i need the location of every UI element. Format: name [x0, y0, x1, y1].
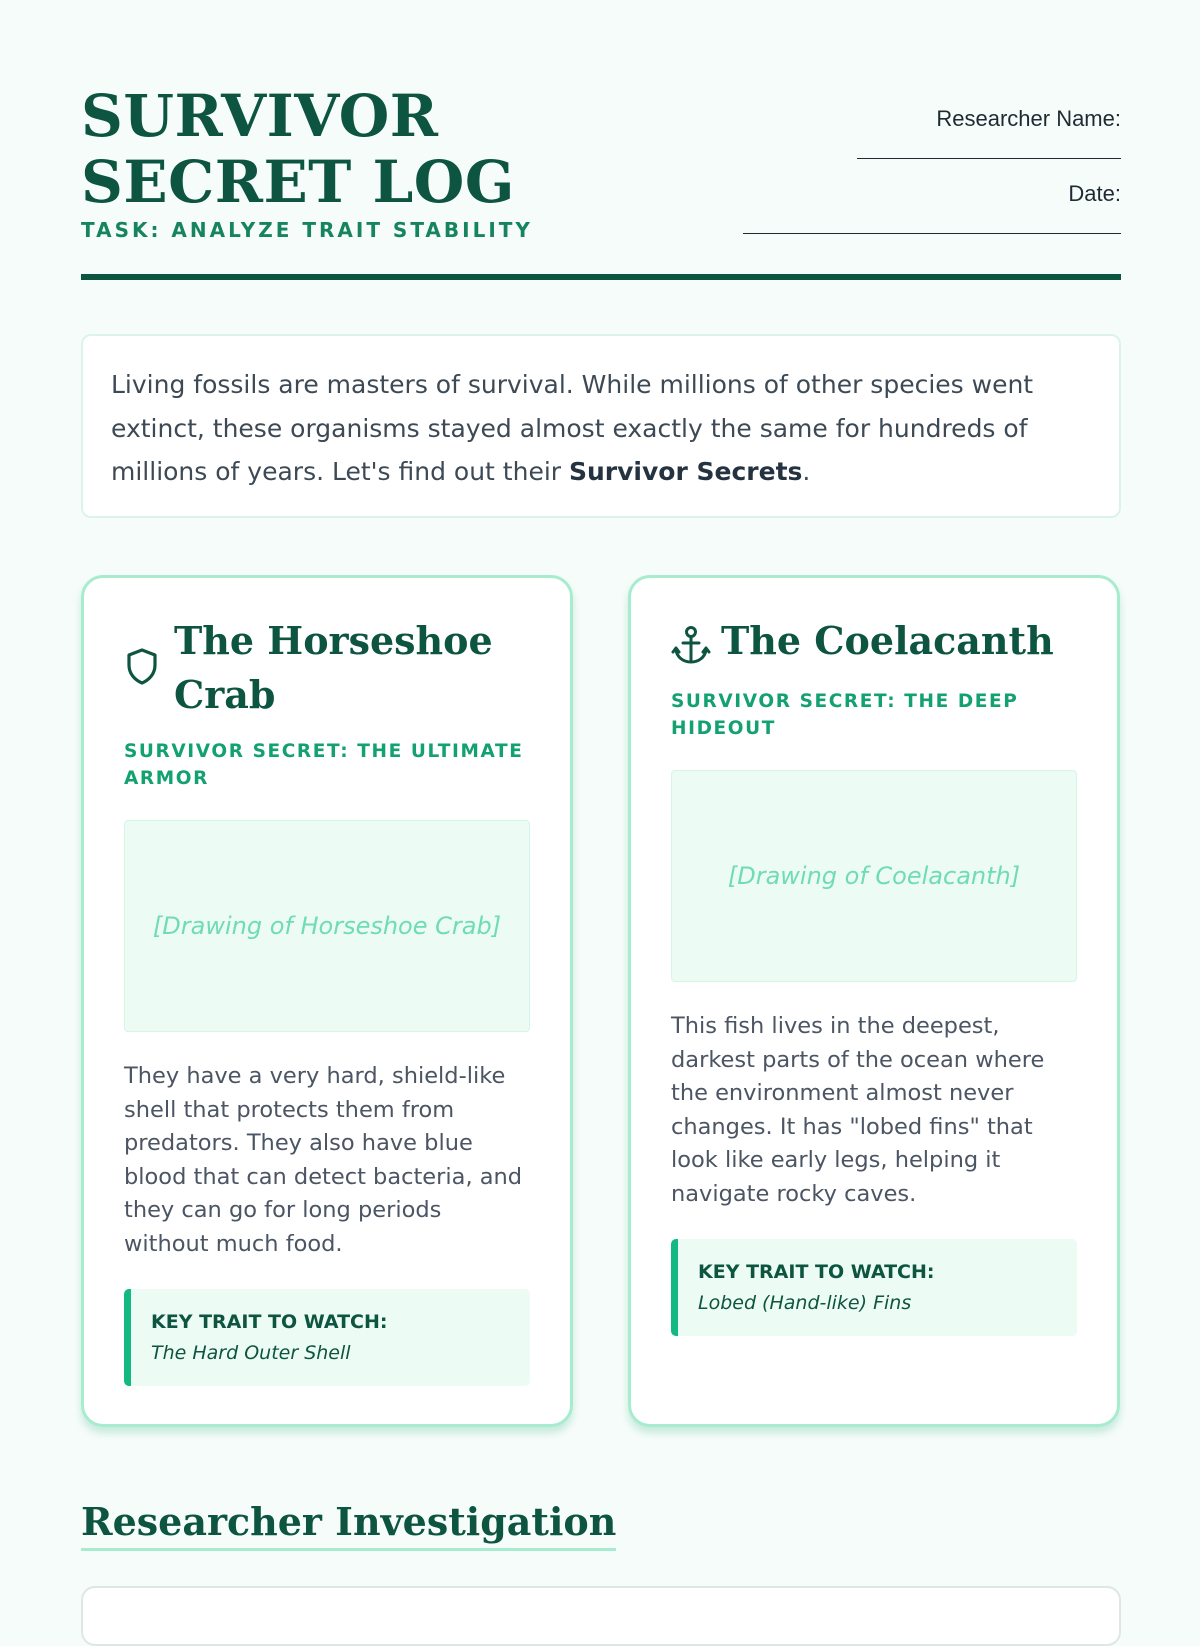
card-description: They have a very hard, shield-like shell that protects them from predators. They also have blue blood that can detect bacteria, and they can go for long periods without much food.: [124, 1063, 523, 1257]
researcher-info: [743, 106, 1121, 256]
survivor-secret: SURVIVOR SECRET: THE ULTIMATE ARMOR: [124, 741, 524, 789]
date-line[interactable]: [743, 211, 1121, 234]
intro-text-end: .: [802, 457, 811, 486]
researcher-name-label: Researcher Name:: [936, 106, 1121, 131]
page-title: SURVIVOR SECRET LOG: [81, 82, 515, 216]
key-trait-value: The Hard Outer Shell: [151, 1342, 351, 1364]
date-label: Date:: [1068, 181, 1121, 206]
species-card-coelacanth: [628, 575, 1120, 1427]
drawing-placeholder[interactable]: [Drawing of Coelacanth]: [671, 770, 1077, 982]
key-trait-label: KEY TRAIT TO WATCH:: [698, 1261, 935, 1283]
key-trait-box: [124, 1289, 530, 1386]
investigation-heading: Researcher Investigation: [81, 1496, 616, 1551]
key-trait-box: [671, 1239, 1077, 1336]
intro-box: [81, 334, 1121, 518]
card-title: The Horseshoe Crab: [174, 618, 493, 717]
drawing-placeholder[interactable]: [Drawing of Horseshoe Crab]: [124, 820, 530, 1032]
shield-icon: [124, 646, 164, 690]
investigation-box: [81, 1586, 1121, 1646]
researcher-name-line[interactable]: [857, 136, 1121, 159]
page-header: [81, 0, 1121, 282]
key-trait-label: KEY TRAIT TO WATCH:: [151, 1311, 388, 1333]
survivor-secret: SURVIVOR SECRET: THE DEEP HIDEOUT: [671, 691, 1019, 739]
intro-highlight: Survivor Secrets: [569, 457, 803, 486]
anchor-icon: [671, 624, 711, 672]
card-header: [124, 620, 530, 722]
species-card-horseshoe-crab: [81, 575, 573, 1427]
card-header: [671, 620, 1077, 672]
intro-text: Living fossils are masters of survival. While millions of other species went extinct, these organisms stayed almost exactly the same for hundreds of millions of years. Let's find out their: [111, 370, 1034, 486]
worksheet-page: [81, 0, 1121, 1544]
page-subtitle: TASK: ANALYZE TRAIT STABILITY: [81, 218, 533, 242]
card-title: The Coelacanth: [721, 618, 1054, 663]
key-trait-value: Lobed (Hand-like) Fins: [698, 1292, 912, 1314]
header-divider: [81, 274, 1121, 280]
card-description: This fish lives in the deepest, darkest parts of the ocean where the environment almost never changes. It has "lobed fins" that look like early legs, helping it navigate rocky caves.: [671, 1013, 1045, 1207]
